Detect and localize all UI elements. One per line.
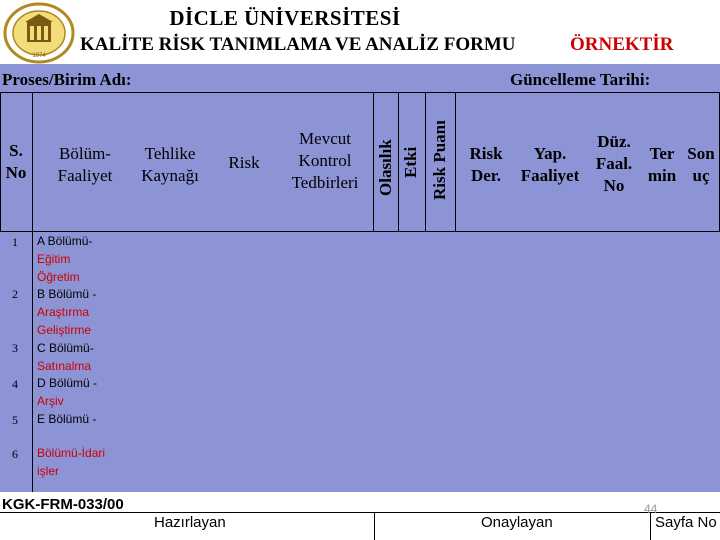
- logo-year: 1974: [32, 53, 46, 59]
- col-divider: [32, 92, 33, 492]
- col-header-deadline: Ter min: [647, 144, 677, 185]
- footer-divider: [374, 512, 375, 540]
- table-row: B Bölümü - Araştırma Geliştirme: [37, 287, 97, 337]
- row-number: 6: [12, 447, 18, 461]
- col-divider: [373, 92, 374, 232]
- row-number: 5: [12, 413, 18, 427]
- slide-number: 44: [644, 502, 658, 516]
- col-header-risk-level: Risk Der.: [469, 144, 503, 185]
- footer-divider: [650, 512, 651, 540]
- row-number: 2: [12, 287, 18, 301]
- university-title: DİCLE ÜNİVERSİTESİ: [169, 6, 401, 30]
- form-code: KGK-FRM-033/00: [2, 496, 124, 513]
- table-row: Bölümü-İdari işler: [37, 446, 106, 478]
- col-divider: [398, 92, 399, 232]
- unit-label: Proses/Birim Adı:: [2, 70, 132, 89]
- form-title: KALİTE RİSK TANIMLAMA VE ANALİZ FORMU: [80, 34, 516, 55]
- table-row: C Bölümü- Satınalma: [37, 341, 94, 373]
- col-header-no: S. No: [5, 141, 27, 182]
- prepared-by-label: Hazırlayan: [154, 514, 226, 531]
- col-header-risk-score: Risk Puanı: [430, 120, 449, 200]
- col-header-corrective-no: Düz. Faal. No: [595, 132, 633, 195]
- col-divider: [455, 92, 456, 232]
- col-header-activity-done: Yap. Faaliyet: [520, 144, 580, 185]
- col-header-controls: Mevcut Kontrol Tedbirleri: [291, 129, 359, 192]
- col-header-activity: Bölüm- Faaliyet: [57, 144, 113, 185]
- example-label: ÖRNEKTİR: [570, 34, 674, 55]
- approved-by-label: Onaylayan: [481, 514, 553, 531]
- table-row: D Bölümü - Arşiv: [37, 376, 98, 408]
- table-row: E Bölümü -: [37, 412, 97, 426]
- col-header-risk: Risk: [228, 153, 260, 172]
- col-header-hazard-source: Tehlike Kaynağı: [141, 144, 199, 185]
- col-divider: [425, 92, 426, 232]
- table-row: A Bölümü- Eğitim Öğretim: [37, 234, 93, 284]
- col-header-result: Son uç: [687, 144, 715, 185]
- row-number: 3: [12, 341, 18, 355]
- row-number: 4: [12, 377, 18, 391]
- page-number-label: Sayfa No: [655, 514, 717, 531]
- update-date-label: Güncelleme Tarihi:: [510, 70, 651, 89]
- col-header-impact: Etki: [401, 146, 420, 178]
- col-header-likelihood: Olasılık: [376, 139, 395, 196]
- row-number: 1: [12, 235, 18, 249]
